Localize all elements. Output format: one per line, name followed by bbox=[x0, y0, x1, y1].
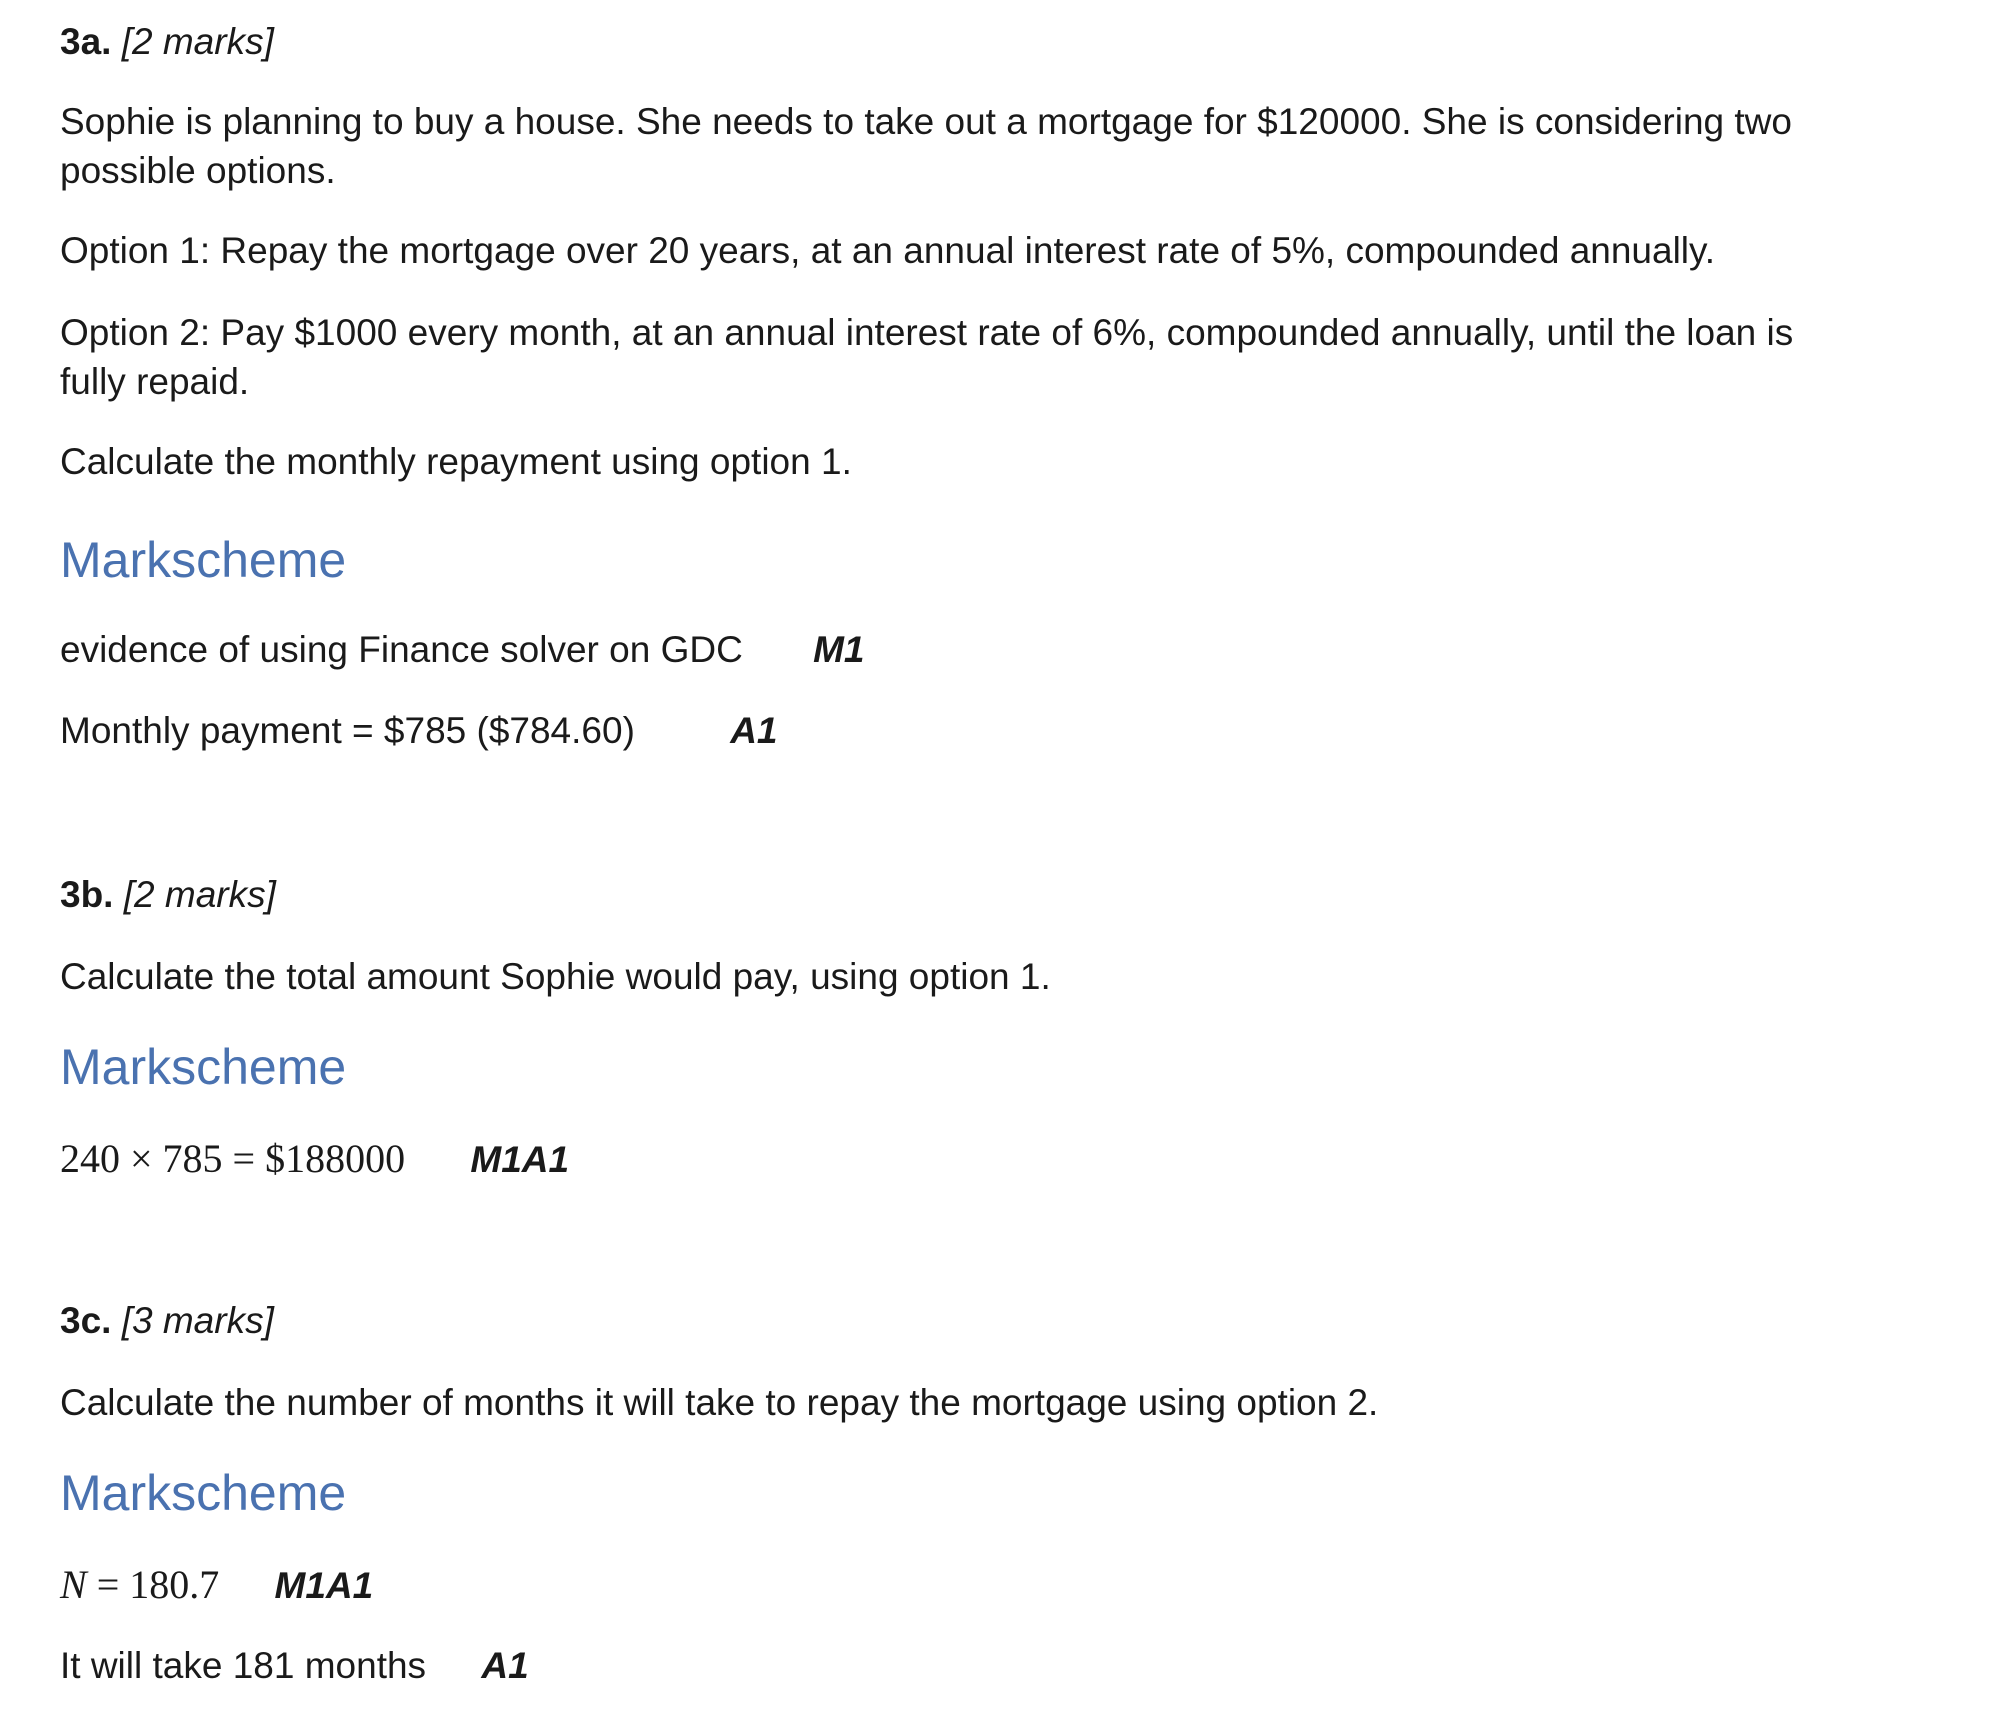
question-number: 3c. bbox=[60, 1300, 112, 1341]
mark-code: A1 bbox=[730, 710, 778, 751]
markscheme-heading-3c: Markscheme bbox=[60, 1465, 347, 1521]
question-3a-header bbox=[60, 17, 274, 67]
markscheme-text: evidence of using Finance solver on GDC bbox=[60, 629, 743, 670]
markscheme-equation: 240 × 785 = $188000 bbox=[60, 1136, 406, 1181]
markscheme-3c-line-2 bbox=[60, 1641, 529, 1691]
question-number: 3a. bbox=[60, 21, 112, 62]
question-3a-option-2-line-2: fully repaid. bbox=[60, 361, 250, 402]
markscheme-text: It will take 181 months bbox=[60, 1645, 427, 1686]
question-3a-option-2-line-1: Option 2: Pay $1000 every month, at an annual interest rate of 6%, compounded annually, until the loan is bbox=[60, 312, 1794, 353]
question-3b-task: Calculate the total amount Sophie would pay, using option 1. bbox=[60, 956, 1051, 997]
mark-code: M1A1 bbox=[274, 1565, 374, 1606]
markscheme-text: Monthly payment = $785 ($784.60) bbox=[60, 710, 635, 751]
question-3c-header bbox=[60, 1296, 274, 1346]
question-number: 3b. bbox=[60, 874, 114, 915]
markscheme-equation: = 180.7 bbox=[86, 1562, 220, 1607]
markscheme-3b-line-1 bbox=[60, 1134, 569, 1185]
question-3a-prompt-line-1: Sophie is planning to buy a house. She needs to take out a mortgage for $120000. She is considering two bbox=[60, 101, 1792, 142]
mark-code: A1 bbox=[481, 1645, 529, 1686]
question-3c-task: Calculate the number of months it will take to repay the mortgage using option 2. bbox=[60, 1382, 1379, 1423]
mark-code: M1A1 bbox=[470, 1139, 570, 1180]
marks-allocation: [2 marks] bbox=[121, 21, 274, 62]
marks-allocation: [2 marks] bbox=[123, 874, 276, 915]
markscheme-variable: N bbox=[60, 1562, 87, 1607]
markscheme-heading-3a: Markscheme bbox=[60, 532, 347, 588]
question-3b-header bbox=[60, 870, 276, 920]
markscheme-3c-line-1 bbox=[60, 1560, 373, 1611]
markscheme-heading-3b: Markscheme bbox=[60, 1039, 347, 1095]
markscheme-3a-line-1 bbox=[60, 625, 865, 675]
marks-allocation: [3 marks] bbox=[121, 1300, 274, 1341]
question-3a-task: Calculate the monthly repayment using option 1. bbox=[60, 441, 852, 482]
mark-code: M1 bbox=[813, 629, 865, 670]
question-3a-option-1: Option 1: Repay the mortgage over 20 years, at an annual interest rate of 5%, compounded annually. bbox=[60, 230, 1716, 271]
markscheme-3a-line-2 bbox=[60, 706, 778, 756]
question-3a-prompt-line-2: possible options. bbox=[60, 150, 336, 191]
